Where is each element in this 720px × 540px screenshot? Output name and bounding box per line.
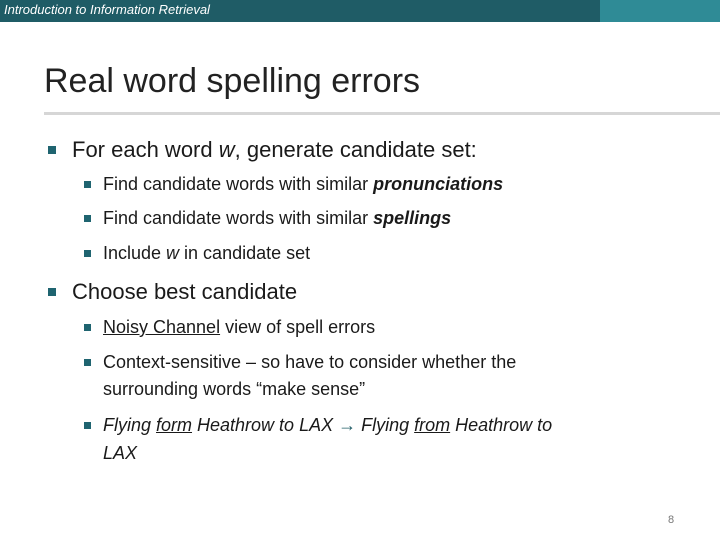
- bullet-include-w: Include w in candidate set: [103, 243, 310, 264]
- bullet-marker: [84, 215, 91, 222]
- bullet-marker: [84, 324, 91, 331]
- bullet-flying-example: Flying form Heathrow to LAX → Flying from Heathrow to: [103, 415, 552, 436]
- slide-title: Real word spelling errors: [44, 62, 421, 100]
- bullet-context-sensitive-cont: surrounding words “make sense”: [103, 379, 366, 399]
- variable-w: w: [218, 137, 235, 162]
- bullet-similar-pronunciations: Find candidate words with similar pronunciations: [103, 174, 503, 195]
- page-number: 8: [668, 514, 675, 526]
- bullet-marker: [84, 422, 91, 429]
- emphasis-spellings: spellings: [373, 208, 452, 228]
- course-title: Introduction to Information Retrieval: [4, 2, 210, 17]
- bullet-marker: [48, 288, 56, 296]
- bullet-similar-spellings: Find candidate words with similar spellings: [103, 208, 451, 229]
- bullet-flying-example-cont: LAX: [103, 443, 138, 463]
- correction-from: from: [414, 415, 451, 435]
- bullet-marker: [84, 250, 91, 257]
- header-accent-block: [600, 0, 720, 22]
- bullet-choose-best: Choose best candidate: [72, 279, 297, 305]
- bullet-marker: [84, 359, 91, 366]
- variable-w: w: [166, 243, 180, 263]
- bullet-noisy-channel: Noisy Channel view of spell errors: [103, 317, 375, 338]
- bullet-marker: [84, 181, 91, 188]
- bullet-generate-candidates: For each word w, generate candidate set:: [72, 137, 477, 163]
- typo-form: form: [156, 415, 193, 435]
- emphasis-pronunciations: pronunciations: [373, 174, 504, 194]
- arrow-right-icon: →: [338, 415, 357, 435]
- bullet-marker: [48, 146, 56, 154]
- noisy-channel-link[interactable]: Noisy Channel: [103, 317, 221, 337]
- title-divider: [44, 112, 720, 115]
- bullet-context-sensitive: Context-sensitive – so have to consider whether the: [103, 352, 516, 373]
